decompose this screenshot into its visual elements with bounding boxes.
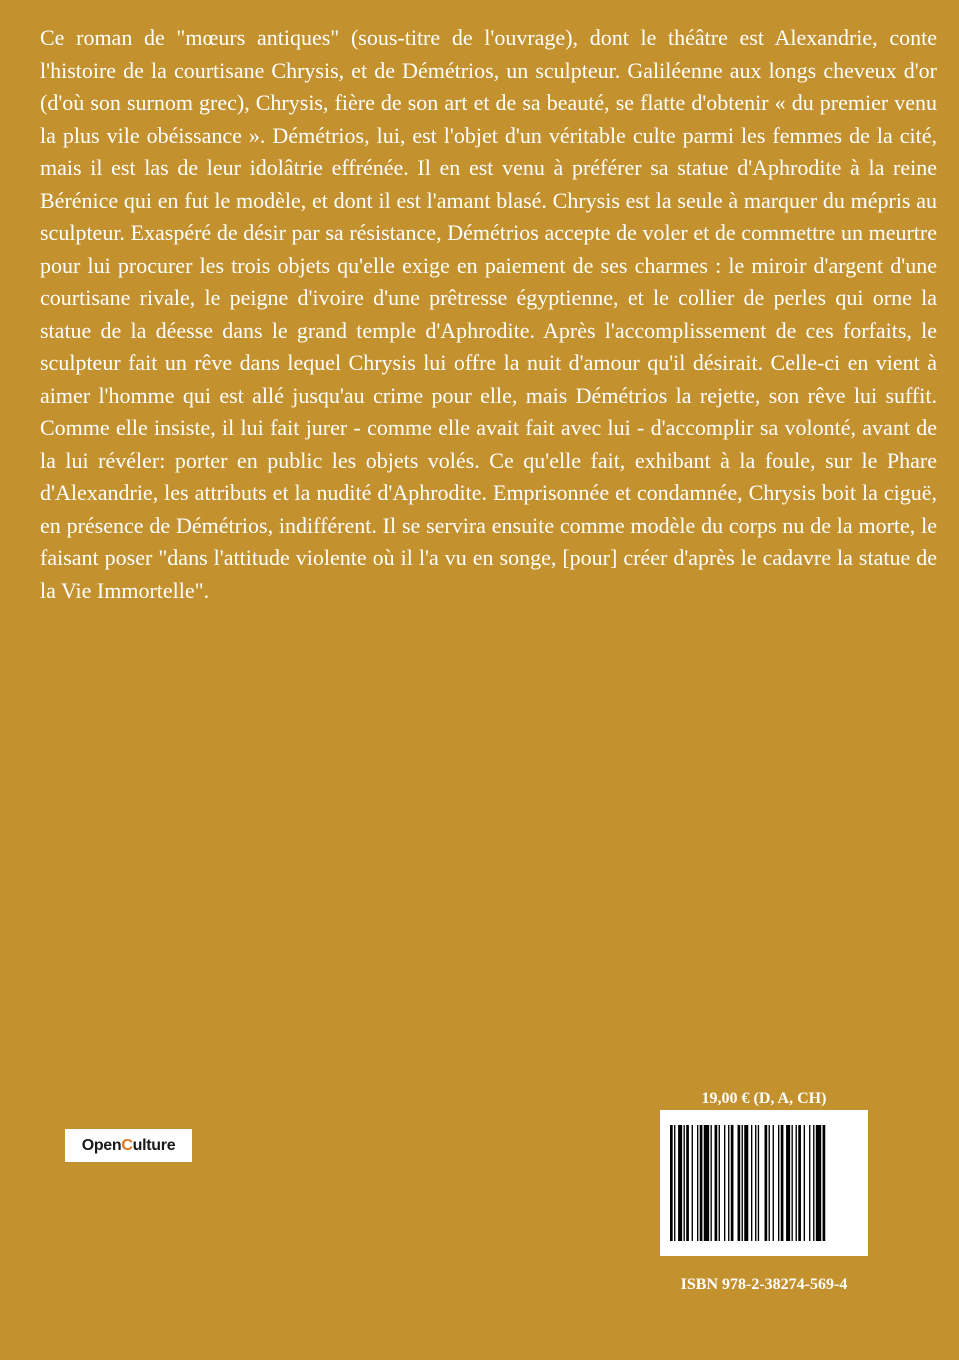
barcode (660, 1110, 868, 1256)
barcode-bar (744, 1125, 748, 1241)
logo-text-c: C (121, 1136, 133, 1154)
barcode-bar (678, 1125, 682, 1241)
barcode-bar (728, 1125, 729, 1241)
logo-text-ulture: ulture (132, 1136, 176, 1154)
barcode-bar (738, 1125, 741, 1241)
isbn-label: ISBN 978-2-38274-569-4 (680, 1276, 848, 1293)
barcode-bar (742, 1125, 743, 1241)
barcode-bar (731, 1125, 734, 1241)
barcode-bar (778, 1125, 779, 1241)
barcode-bar (704, 1125, 709, 1241)
barcode-bar (781, 1125, 784, 1241)
barcode-bar (758, 1125, 759, 1241)
barcode-bar (769, 1125, 770, 1241)
barcode-bar (798, 1125, 801, 1241)
barcode-bar (809, 1125, 810, 1241)
openculture-logo (65, 1129, 192, 1162)
barcode-bar (686, 1125, 689, 1241)
barcode-bar (711, 1125, 712, 1241)
barcode-bar (816, 1125, 821, 1241)
barcode-bar (792, 1125, 793, 1241)
barcode-bar (773, 1125, 774, 1241)
barcode-bar (692, 1125, 693, 1241)
barcode-bar (697, 1125, 698, 1241)
barcode-bar (755, 1125, 756, 1241)
barcode-bar (804, 1125, 805, 1241)
barcode-bar (823, 1125, 826, 1241)
barcode-bar (719, 1125, 720, 1241)
barcode-bar (674, 1125, 675, 1241)
barcode-bar (700, 1125, 703, 1241)
barcode-bar (670, 1125, 673, 1241)
barcode-bars (670, 1125, 858, 1241)
barcode-bar (715, 1125, 718, 1241)
price-label: 19,00 € (D, A, CH) (701, 1090, 827, 1107)
barcode-bar (796, 1125, 797, 1241)
back-cover-summary: Ce roman de "mœurs antiques" (sous-titre de l'ouvrage), dont le théâtre est Alexandrie, conte l'histoire de la courtisane Chrysis, et de Démétrios, un sculpteur. Galiléenne aux longs cheveux d'or (d'où son surnom grec), Chrysis, fière de son art et de sa beauté, se flatte d'obtenir « du premier venu la plus vile obéissance ». Démétrios, lui, est l'objet d'un véritable culte parmi les femmes de la cité, mais il est las de leur idolâtrie effrénée. Il en est venu à préférer sa statue d'Aphrodite à la reine Bérénice qui en fut le modèle, et dont il est l'amant blasé. Chrysis est la seule à marquer du mépris au sculpteur. Exaspéré de désir par sa résistance, Démétrios accepte de voler et de commettre un meurtre pour lui procurer les trois objets qu'elle exige en paiement de ses charmes : le miroir d'argent d'une courtisane rivale, le peigne d'ivoire d'une prêtresse égyptienne, et le collier de perles qui orne la statue de la déesse dans le grand temple d'Aphrodite. Après l'accomplissement de ces forfaits, le sculpteur fait un rêve dans lequel Chrysis lui offre la nuit d'amour qu'il désirait. Celle-ci en vient à aimer l'homme qui est allé jusqu'au crime pour elle, mais Démétrios la rejette, son rêve lui suffit. Comme elle insiste, il lui fait jurer - comme elle avait fait avec lui - d'accomplir sa volonté, avant de la lui révéler: porter en public les objets volés. Ce qu'elle fait, exhibant à la foule, sur le Phare d'Alexandrie, les attributs et la nudité d'Aphrodite. Emprisonnée et condamnée, Chrysis boit la ciguë, en présence de Démétrios, indifférent. Il se servira ensuite comme modèle du corps nu de la morte, le faisant poser "dans l'attitude violente où il l'a vu en songe, [pour] créer d'après le cadavre la statue de la Vie Immortelle". (40, 25, 937, 603)
barcode-bar (684, 1125, 685, 1241)
barcode-bar (786, 1125, 790, 1241)
barcode-bar (765, 1125, 768, 1241)
barcode-bar (751, 1125, 752, 1241)
barcode-bar (724, 1125, 725, 1241)
logo-text-open: Open (81, 1136, 122, 1154)
barcode-bar (813, 1125, 814, 1241)
